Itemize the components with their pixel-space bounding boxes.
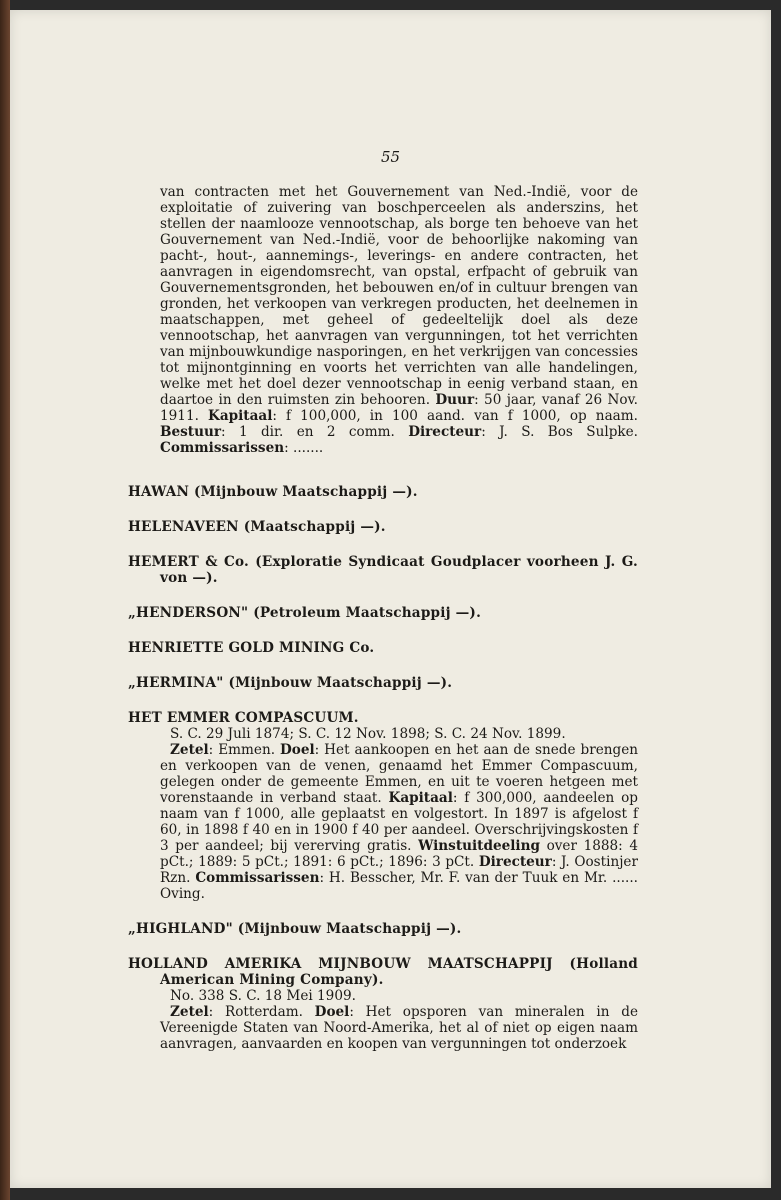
commissarissen-text: : ....... [284,440,324,456]
kapitaal-text: : f 300,000, aandeelen op naam van f 1000, alle geplaatst en volgestort. In 1897 is afgelost f 60, in 1898 f 40 en in 1900 f 40 per aandeel. Overschrijvingskosten f 3 per aandeel; bij vererving gratis. [160,790,638,854]
entry-heading: „HENDERSON" (Petroleum Maatschappij —). [128,605,481,621]
entry-heading: HENRIETTE GOLD MINING Co. [128,640,375,656]
zetel-label: Zetel [170,1004,209,1020]
duur-label: Duur [435,392,475,408]
kapitaal-label: Kapitaal [208,408,273,424]
directeur-label: Directeur [408,424,482,440]
page-number: 55 [380,148,401,166]
entry-heading: „HERMINA" (Mijnbouw Maatschappij —). [128,675,453,691]
book-page [10,10,771,1188]
entry-helenaveen [128,519,638,535]
commissarissen-label: Commissarissen [160,440,285,456]
entry-emmer-compascuum [128,710,639,902]
duur-text: : 50 jaar, vanaf 26 Nov. 1911. [160,392,638,424]
directeur-text: : J. S. Bos Sulpke. [481,424,638,440]
doel-text: : Het opsporen van mineralen in de Vereenigde Staten van Noord-Amerika, het al of niet op eigen naam aanvragen, aanvaarden en koopen van vergunningen tot onderzoek [160,1004,638,1052]
page-content [128,184,639,1052]
commissarissen-text: : H. Besscher, Mr. F. van der Tuuk en Mr. ...... Oving. [160,870,639,902]
doel-text: : Het aankoopen en het aan de snede brengen en verkoopen van de venen, genaamd het Emmer Compascuum, gelegen onder de gemeente Emmen, en uit te voeren hetgeen met vorenstaande in verband staat. [160,742,638,806]
entry-details [160,742,638,902]
kapitaal-label: Kapitaal [388,790,453,806]
zetel-text: : Rotterdam. [208,1004,303,1020]
winst-text: over 1888: 4 pCt.; 1889: 5 pCt.; 1891: 6 pCt.; 1896: 3 pCt. [160,838,638,870]
kapitaal-text: : f 100,000, in 100 aand. van f 1000, op naam. [272,408,638,424]
zetel-text: : Emmen. [208,742,276,758]
entry-heading: HOLLAND AMERIKA MIJNBOUW MAATSCHAPPIJ (Holland American Mining Company). [128,956,638,988]
entry-holland-amerika [128,956,638,1052]
intro-text: van contracten met het Gouvernement van Ned.-Indië, voor de exploitatie of zuivering van boschperceelen als anderszins, het stellen der naamlooze vennootschap, als borge ten behoeve van het Gouvernement van Ned.-Indië, voor de behoorlijke nakoming van pacht-, hout-, aannemings-, leverings- en andere contracten, het aanvragen in eigendomsrecht, van opstal, erfpacht of gebruik van Gouvernementsgronden, het bebouwen en/of in cultuur brengen van gronden, het verkoopen van verkregen producten, het deelnemen in maatschappen, met geheel of gedeeltelijk doel als deze vennootschap, het aanvragen van vergunningen, tot het verrichten van mijnbouwkundige nasporingen, en het verkrijgen van concessies tot mijnontginning en voorts het verrichten van alle handelingen, welke met het doel dezer vennootschap in eenig verband staan, en daartoe in den ruimsten zin behooren. [160,184,638,408]
winst-label: Winstuitdeeling [418,838,540,854]
entry-henriette [128,640,638,656]
entry-hawan [128,484,638,500]
entry-hermina [128,675,638,691]
zetel-label: Zetel [170,742,209,758]
directeur-text: : J. Oostinjer Rzn. [160,854,638,886]
entry-heading: HAWAN (Mijnbouw Maatschappij —). [128,484,418,500]
commissarissen-label: Commissarissen [195,870,320,886]
entry-heading: „HIGHLAND" (Mijnbouw Maatschappij —). [128,921,462,937]
doel-label: Doel [279,742,315,758]
entry-dates: S. C. 29 Juli 1874; S. C. 12 Nov. 1898; S. C. 24 Nov. 1899. [170,726,566,742]
entry-details [160,1004,638,1052]
intro-paragraph [160,184,638,456]
bestuur-text: : 1 dir. en 2 comm. [221,424,395,440]
book-binding [0,0,10,1200]
doel-label: Doel [314,1004,350,1020]
entry-highland [128,921,638,937]
entry-heading: HET EMMER COMPASCUUM. [128,710,359,726]
directeur-label: Directeur [478,854,552,870]
entry-henderson [128,605,638,621]
entry-hemert [128,554,638,586]
entry-heading: HEMERT & Co. (Exploratie Syndicaat Goudplacer voorheen J. G. von —). [128,554,638,586]
entry-number: No. 338 S. C. 18 Mei 1909. [170,988,356,1004]
bestuur-label: Bestuur [160,424,221,440]
entry-heading: HELENAVEEN (Maatschappij —). [128,519,386,535]
